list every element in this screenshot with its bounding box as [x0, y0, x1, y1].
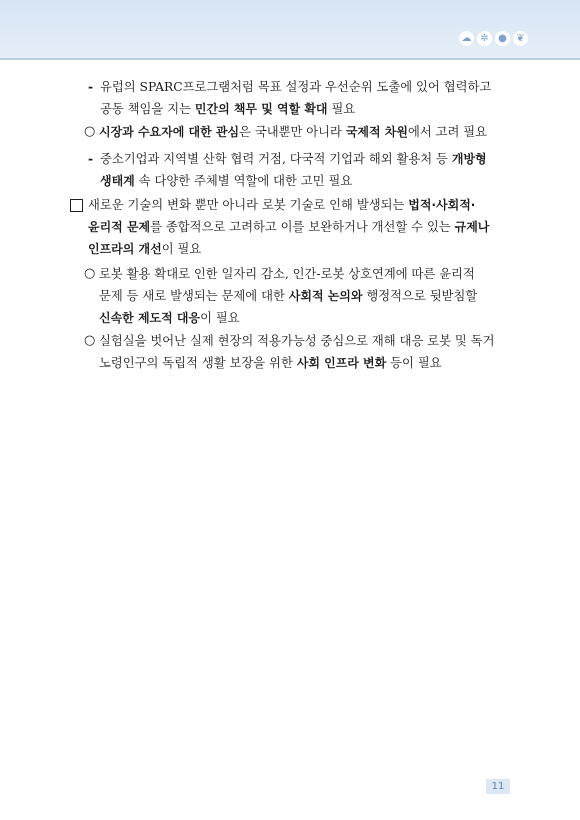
line-text: 실험실을 벗어난 실제 현장의 적용가능성 중심으로 재해 대응 로봇 및 독거 [99, 334, 495, 348]
line-text: 공동 책임을 지는 [100, 102, 195, 116]
page-number: 11 [486, 779, 510, 794]
emphasis-text: 규제나 [454, 220, 490, 234]
line-text: 속 다양한 주체별 역할에 대한 고민 필요 [134, 174, 353, 188]
line-text: 로봇 활용 확대로 인한 일자리 감소, 인간-로봇 상호연계에 따른 윤리적 [99, 267, 475, 281]
main-item-legal-issues [70, 194, 528, 260]
emphasis-text: 사회 인프라 변화 [296, 356, 387, 370]
line-text: 행정적으로 뒷받침할 [362, 289, 478, 303]
line-text: 중소기업과 지역별 산학 협력 거점, 다국적 기업과 해외 활용처 등 [100, 152, 452, 166]
circle-marker: ○ [84, 333, 96, 348]
dash-marker: - [88, 152, 94, 166]
leaf-icon: ❦ [513, 31, 528, 46]
header-rule [0, 58, 580, 60]
emphasis-text: 시장과 수요자에 대한 관심 [99, 125, 240, 139]
header-band [0, 0, 580, 58]
dash-marker: - [88, 80, 94, 94]
line-text: 필요 [327, 102, 356, 116]
line-text: 등이 필요 [386, 356, 442, 370]
emphasis-text: 사회적 논의와 [288, 289, 363, 303]
header-icon-group [459, 31, 528, 46]
emphasis-text: 민간의 책무 및 역할 확대 [194, 102, 328, 116]
circle-marker: ○ [84, 124, 96, 139]
line-text: 이 필요 [200, 311, 240, 325]
item-field-application [84, 330, 528, 374]
emphasis-text: 생태계 [100, 174, 135, 188]
drop-icon: ● [495, 31, 510, 46]
emphasis-text: 법적·사회적· [408, 198, 476, 212]
gear-icon: ✲ [477, 31, 492, 46]
line-text: 은 국내뿐만 아니라 [239, 125, 346, 139]
cloud-icon: ☁ [459, 31, 474, 46]
line-text: 에서 고려 필요 [407, 125, 488, 139]
item-market-interest [84, 121, 528, 143]
emphasis-text: 인프라의 개선 [88, 242, 162, 256]
emphasis-text: 신속한 제도적 대응 [99, 311, 201, 325]
line-text: 노령인구의 독립적 생활 보장을 위한 [99, 356, 297, 370]
line-text: 문제 등 새로 발생되는 문제에 대한 [99, 289, 289, 303]
sub-item-open-ecosystem [88, 148, 528, 192]
line-text: 새로운 기술의 변화 뿐만 아니라 로봇 기술로 인해 발생되는 [88, 198, 409, 212]
circle-marker: ○ [84, 266, 96, 281]
emphasis-text: 윤리적 문제 [88, 220, 151, 234]
item-robot-employment [84, 263, 528, 329]
emphasis-text: 개방형 [451, 152, 487, 166]
line-text: 유럽의 SPARC프로그램처럼 목표 설정과 우선순위 도출에 있어 협력하고 [100, 80, 492, 94]
sub-item-sparc [88, 76, 528, 120]
checkbox-icon [70, 199, 83, 212]
line-text: 를 종합적으로 고려하고 이를 보완하거나 개선할 수 있는 [150, 220, 455, 234]
emphasis-text: 국제적 차원 [345, 125, 408, 139]
line-text: 이 필요 [161, 242, 202, 256]
